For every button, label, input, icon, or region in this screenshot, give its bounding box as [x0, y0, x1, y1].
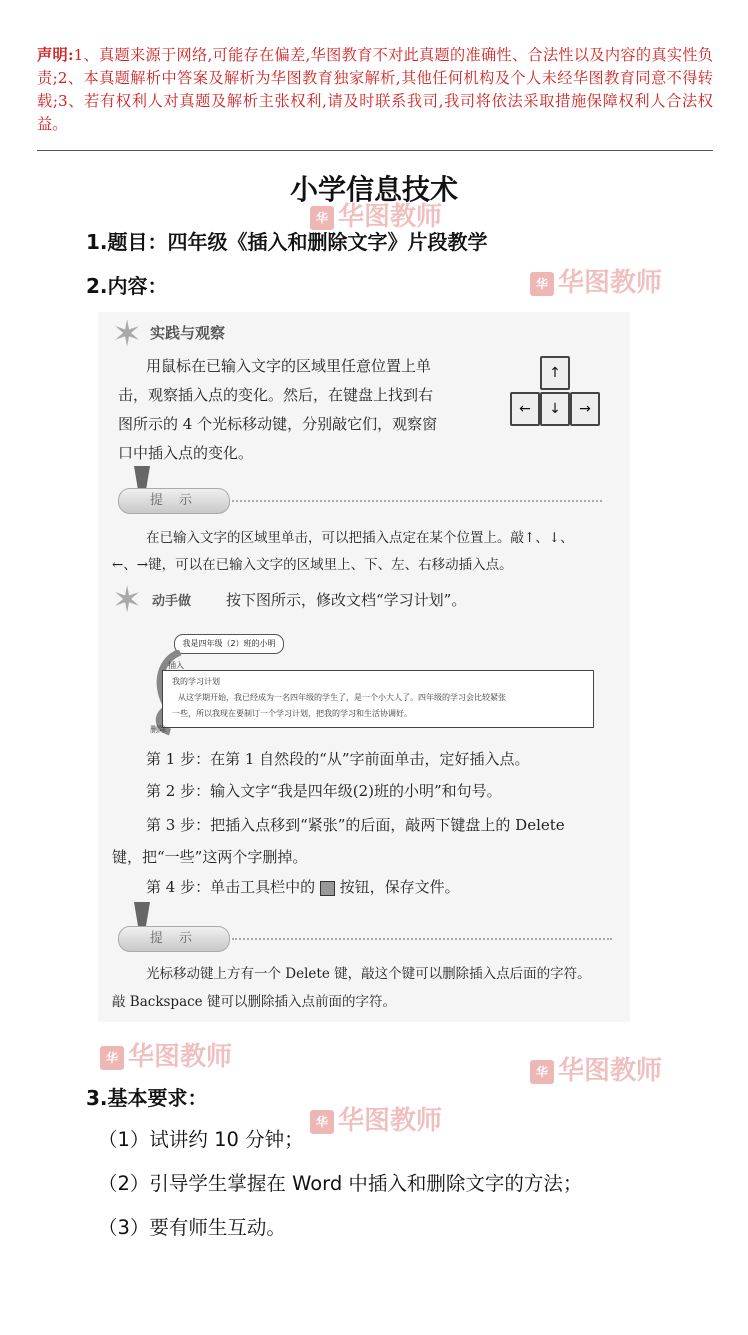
step-line: 第 1 步：在第 1 自然段的“从”字前面单击，定好插入点。: [146, 750, 530, 768]
topic-heading: 1.题目：四年级《插入和删除文字》片段教学: [86, 230, 488, 254]
star-icon: ✶: [112, 314, 143, 355]
dotted-divider: [232, 500, 602, 502]
content-heading: 2.内容：: [86, 274, 168, 298]
step-line: 第 4 步：单击工具栏中的 按钮，保存文件。: [146, 878, 460, 896]
practice-line: 击，观察插入点的变化。然后，在键盘上找到右: [118, 386, 434, 404]
dotted-divider: [232, 938, 612, 940]
tip-line: 在已输入文字的区域里单击，可以把插入点定在某个位置上。敲↑、↓、: [146, 530, 574, 546]
down-arrow-key: ↓: [540, 392, 570, 426]
left-arrow-key: ←: [510, 392, 540, 426]
disclaimer-text: 1、真题来源于网络,可能存在偏差,华图教育不对此真题的准确性、合法性以及内容的真实性负责;2、本真题解析中答案及解析为华图教育独家解析,其他任何机构及个人未经华图教育同意不得转载;3、若有权利人对真题及解析主张权利,请及时联系我司,我司将依法采取措施保障权利人合法权益。: [37, 46, 713, 133]
tip-label: 提 示: [118, 926, 230, 952]
figure-line: 从这学期开始，我已经成为一名四年级的学生了，是一个小大人了。四年级的学习会比较紧张: [178, 693, 506, 702]
watermark: 华 华图教师: [530, 262, 662, 299]
step-line: 第 2 步：输入文字“我是四年级(2)班的小明”和句号。: [146, 782, 502, 800]
watermark: 华 华图教师: [530, 1050, 662, 1087]
practice-line: 用鼠标在已输入文字的区域里任意位置上单: [146, 357, 432, 375]
tip-line: ←、→键，可以在已输入文字的区域里上、下、左、右移动插入点。: [112, 557, 513, 573]
figure-bubble: 我是四年级（2）班的小明: [174, 634, 284, 654]
arrow-keys-figure: [510, 354, 606, 428]
divider: [37, 150, 713, 151]
tip-label: 提 示: [118, 488, 230, 514]
watermark: 华 华图教师: [100, 1036, 232, 1073]
up-arrow-key: ↑: [540, 356, 570, 390]
right-arrow-key: →: [570, 392, 600, 426]
requirements-heading: 3.基本要求：: [86, 1086, 208, 1110]
practice-heading: 实践与观察: [150, 324, 226, 342]
watermark: 华 华图教师: [310, 1100, 442, 1137]
tip-line: 光标移动键上方有一个 Delete 键，敲这个键可以删除插入点后面的字符。: [146, 966, 591, 982]
requirement-item: （1）试讲约 10 分钟；: [98, 1128, 304, 1151]
figure-line: 一些，所以我现在要制订一个学习计划，把我的学习和生活协调好。: [172, 709, 412, 718]
requirement-item: （2）引导学生掌握在 Word 中插入和删除文字的方法；: [98, 1172, 583, 1195]
practice-line: 口中插入点的变化。: [118, 444, 254, 462]
page-title: 小学信息技术: [289, 173, 458, 206]
practice-line: 图所示的 4 个光标移动键，分别敲它们，观察窗: [118, 415, 438, 433]
figure-insert-label: 插入: [168, 661, 184, 670]
tip-line: 敲 Backspace 键可以删除插入点前面的字符。: [112, 994, 396, 1010]
doit-text: 按下图所示，修改文档“学习计划”。: [226, 591, 467, 609]
disclaimer-label: 声明:: [37, 46, 74, 64]
step-line: 第 3 步：把插入点移到“紧张”的后面，敲两下键盘上的 Delete: [146, 816, 565, 834]
figure-doc-title: 我的学习计划: [172, 677, 220, 686]
doit-heading: 动手做: [152, 594, 192, 609]
save-icon: [320, 881, 335, 896]
requirement-item: （3）要有师生互动。: [98, 1216, 286, 1239]
disclaimer: [37, 44, 713, 136]
step-line: 键，把“一些”这两个字删掉。: [112, 848, 308, 866]
figure-delete-label: 删除: [150, 725, 166, 734]
star-icon: ✶: [112, 580, 143, 621]
watermark: 华 华图教师: [310, 196, 442, 233]
